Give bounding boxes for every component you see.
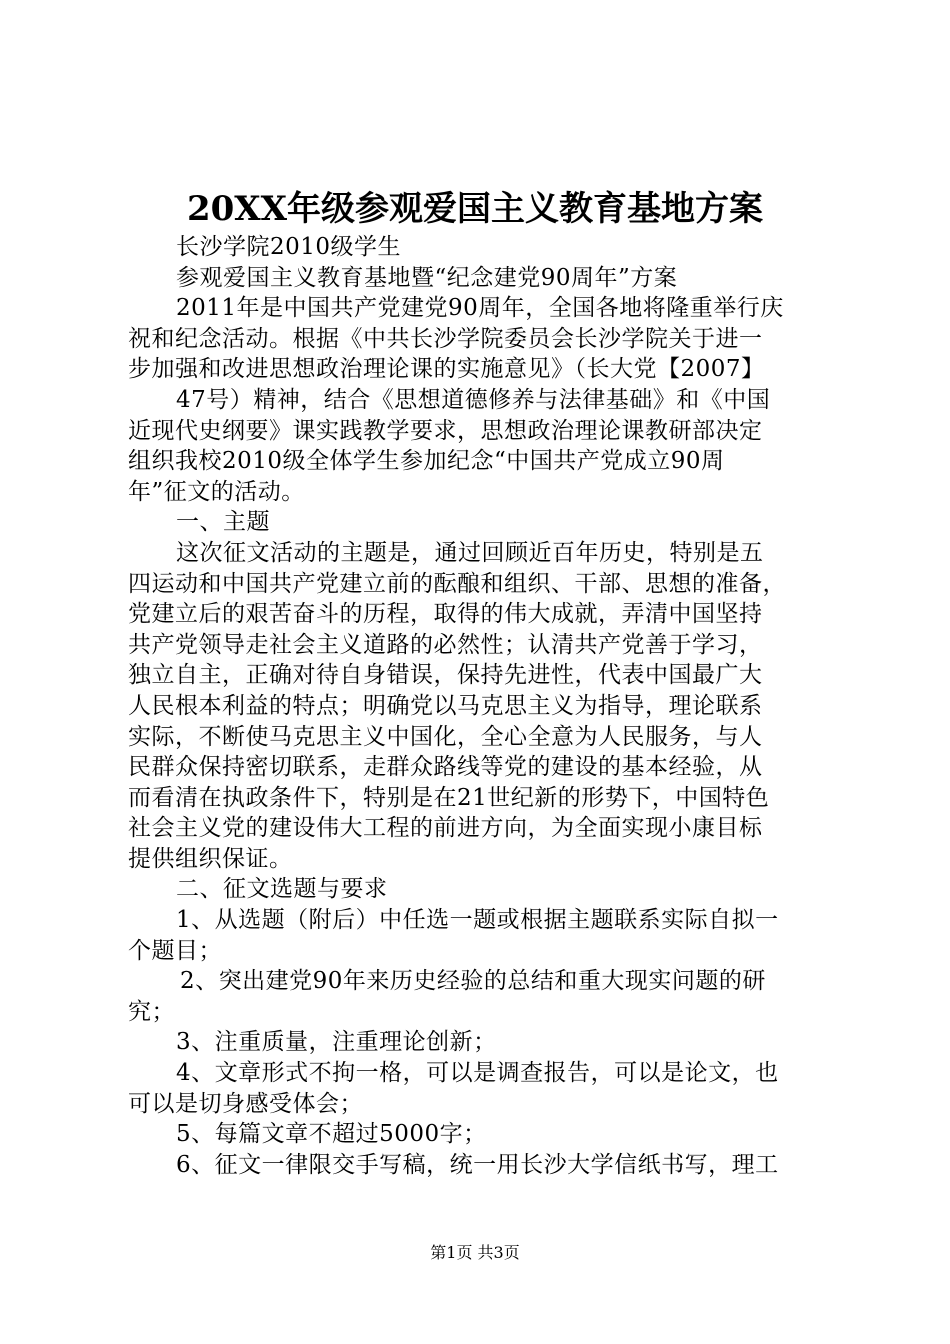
list-item-continuation: 可以是切身感受体会； <box>128 1090 363 1117</box>
paragraph-line: 祝和纪念活动。根据《中共长沙学院委员会长沙学院关于进一 <box>128 325 763 352</box>
paragraph-line: 社会主义党的建设伟大工程的前进方向，为全面实现小康目标 <box>128 815 763 842</box>
section-heading: 二、征文选题与要求 <box>176 876 388 903</box>
paragraph-line: 组织我校2010级全体学生参加纪念“中国共产党成立90周 <box>128 448 725 475</box>
list-item: 5、每篇文章不超过5000字； <box>176 1121 487 1148</box>
list-item: 1、从选题（附后）中任选一题或根据主题联系实际自拟一 <box>176 907 779 934</box>
paragraph-line: 人民根本利益的特点；明确党以马克思主义为指导，理论联系 <box>128 692 763 719</box>
paragraph-line: 长沙学院2010级学生 <box>176 234 402 260</box>
paragraph-line: 47号）精神，结合《思想道德修养与法律基础》和《中国 <box>176 386 771 413</box>
list-item-continuation: 究； <box>128 998 175 1025</box>
document-title: 20XX年级参观爱国主义教育基地方案 <box>186 189 764 229</box>
paragraph-line: 2011年是中国共产党建党90周年，全国各地将隆重举行庆 <box>176 295 784 322</box>
list-item: 2、突出建党90年来历史经验的总结和重大现实问题的研 <box>180 968 766 995</box>
document-body <box>128 232 833 1180</box>
paragraph-line: 年”征文的活动。 <box>128 478 305 505</box>
paragraph-line: 近现代史纲要》课实践教学要求，思想政治理论课教研部决定 <box>128 417 763 444</box>
section-heading: 一、主题 <box>176 509 270 536</box>
paragraph-line: 共产党领导走社会主义道路的必然性；认清共产党善于学习， <box>128 631 763 658</box>
paragraph-line: 而看清在执政条件下，特别是在21世纪新的形势下，中国特色 <box>128 784 770 811</box>
paragraph-line: 提供组织保证。 <box>128 845 293 872</box>
list-item: 6、征文一律限交手写稿，统一用长沙大学信纸书写，理工 <box>176 1151 779 1178</box>
paragraph-line: 这次征文活动的主题是，通过回顾近百年历史，特别是五 <box>176 539 764 566</box>
list-item: 3、注重质量，注重理论创新； <box>176 1029 497 1056</box>
paragraph-line: 参观爱国主义教育基地暨“纪念建党90周年”方案 <box>176 264 678 291</box>
paragraph-line: 党建立后的艰苦奋斗的历程，取得的伟大成就，弄清中国坚持 <box>128 601 763 628</box>
paragraph-line: 实际，不断使马克思主义中国化，全心全意为人民服务，与人 <box>128 723 763 750</box>
list-item-continuation: 个题目； <box>128 937 222 964</box>
paragraph-line: 四运动和中国共产党建立前的酝酿和组织、干部、思想的准备， <box>128 570 786 597</box>
paragraph-line: 步加强和改进思想政治理论课的实施意见》（长大党【2007】 <box>128 356 765 383</box>
paragraph-line: 民群众保持密切联系，走群众路线等党的建设的基本经验，从 <box>128 754 763 781</box>
list-item: 4、文章形式不拘一格，可以是调查报告，可以是论文，也 <box>176 1060 779 1087</box>
page-footer: 第1页 共3页 <box>430 1243 520 1262</box>
paragraph-line: 独立自主，正确对待自身错误，保持先进性，代表中国最广大 <box>128 662 763 689</box>
